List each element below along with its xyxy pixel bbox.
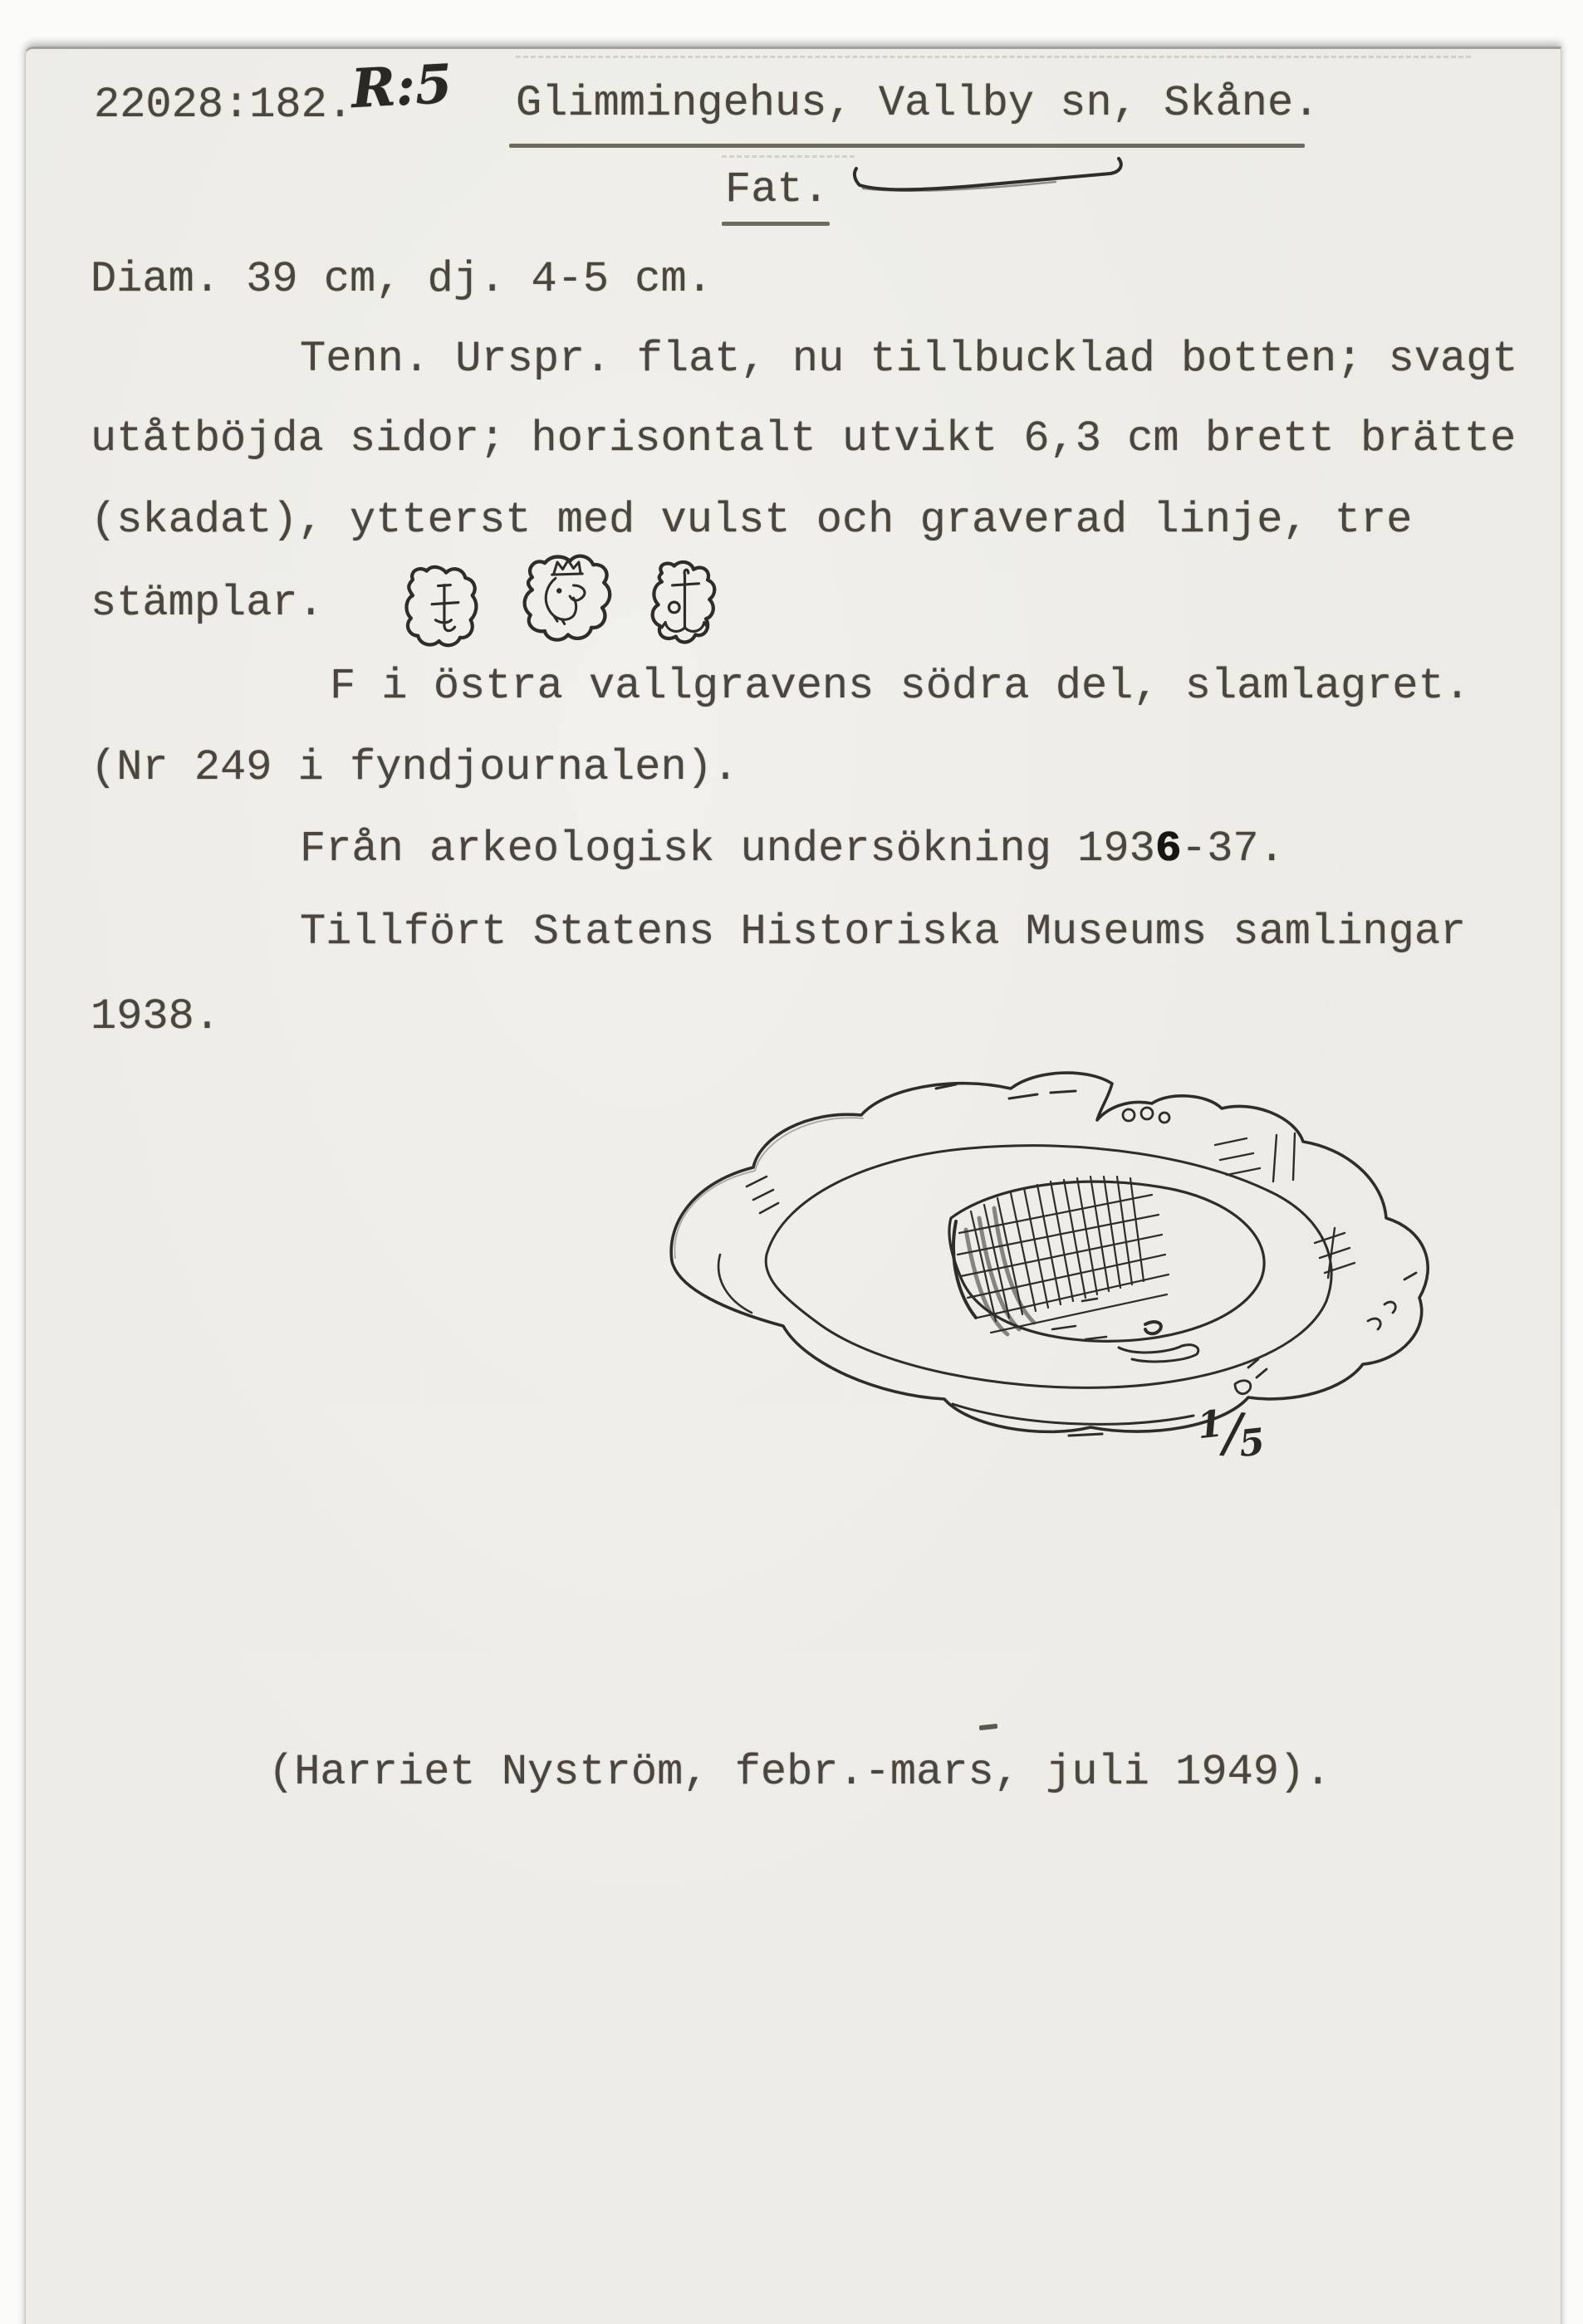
scale-denominator: 5 [1237,1421,1267,1466]
excavation-line [300,824,1285,873]
sketch-scale-note [1195,1401,1268,1466]
description-line-2: utåtböjda sidor; horisontalt utvikt 6,3 cm brett brätte [91,414,1517,463]
scale-numerator: 1 [1195,1402,1225,1448]
find-spot-line: F i östra vallgravens södra del, slamlagret. [330,662,1471,711]
page-title: Glimmingehus, Vallby sn, Skåne. [516,79,1320,128]
dimensions-line: Diam. 39 cm, dj. 4-5 cm. [91,255,713,304]
title-underline [509,144,1305,148]
cross-mark-stamp-icon [396,560,494,657]
dented-pewter-dish-sketch [620,1055,1459,1446]
scale-slash: / [1221,1401,1243,1466]
description-line-3: (skadat), ytterst med vulst och graverad linje, tre [91,496,1413,545]
credit-line: (Harriet Nyström, febr.-mars, juli 1949). [268,1748,1331,1797]
crowned-head-stamp-icon [514,550,622,653]
accession-year: 1938. [91,992,221,1041]
inventory-number: 22028:182. [94,81,354,130]
description-line-1: Tenn. Urspr. flat, nu tillbucklad botten; svagt [300,335,1518,384]
object-type: Fat. [725,165,829,214]
handwritten-ref: R:5 [350,52,454,121]
description-line-4: stämplar. [91,579,324,628]
excavation-prefix: Från arkeologisk undersökning 193 [300,824,1155,873]
ghost-impression-line-2 [722,155,855,158]
ghost-impression-line [516,56,1471,58]
object-type-underline [722,222,830,226]
stray-pen-mark [979,1724,998,1730]
anchor-stamp-icon [639,557,732,658]
excavation-suffix: -37. [1181,824,1285,873]
hand-underline-vallby [848,157,1147,198]
catalog-card-paper [25,46,1561,2324]
accession-line: Tillfört Statens Historiska Museums samlingar [300,908,1467,957]
journal-ref-line: (Nr 249 i fyndjournalen). [91,743,739,792]
excavation-overstruck-digit: 6 [1154,824,1181,873]
